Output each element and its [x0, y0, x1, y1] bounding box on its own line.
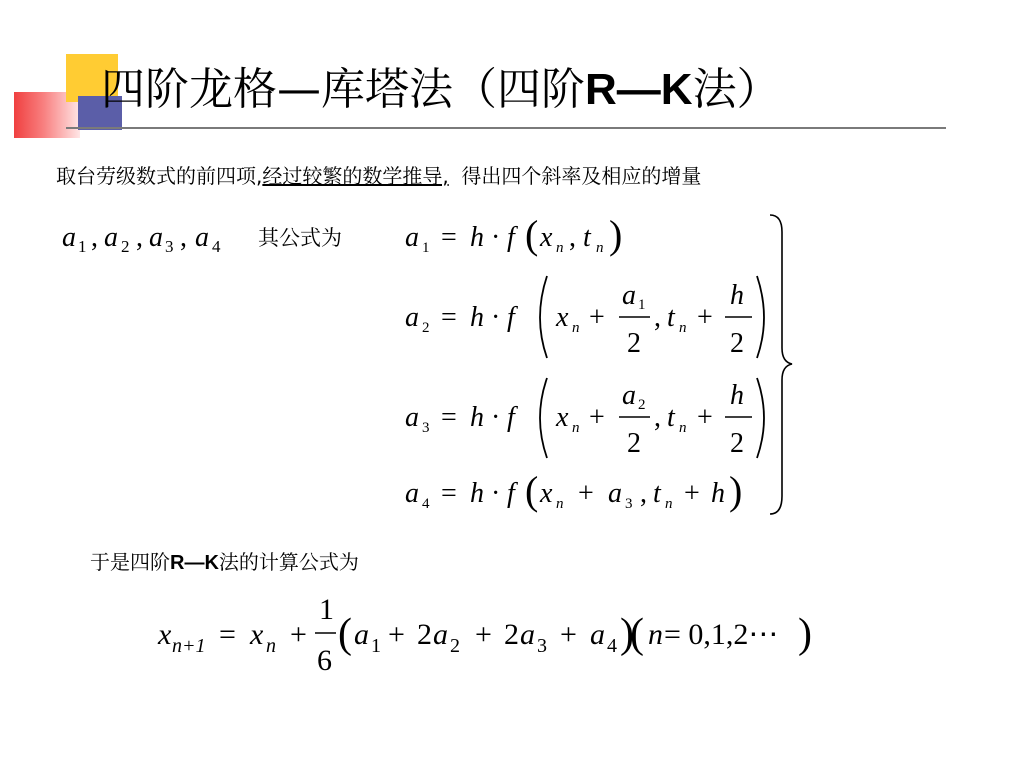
svg-text:n: n [556, 496, 564, 512]
svg-text:a: a [405, 402, 419, 433]
svg-text:a: a [354, 618, 369, 651]
svg-text:=: = [441, 478, 457, 509]
svg-text:h: h [730, 380, 744, 411]
svg-text:f: f [507, 478, 515, 509]
svg-text:3: 3 [422, 420, 430, 436]
svg-text:a: a [433, 618, 448, 651]
formula-a2 [405, 276, 764, 359]
svg-text:a: a [520, 618, 535, 651]
svg-text:,: , [569, 222, 576, 253]
svg-text:1: 1 [422, 240, 430, 256]
svg-text:x: x [250, 618, 264, 651]
svg-text:n+1: n+1 [172, 635, 206, 657]
svg-text:x: x [540, 478, 553, 509]
svg-text:+: + [560, 618, 577, 651]
svg-text:=: = [441, 302, 457, 333]
svg-text:a: a [62, 222, 76, 253]
svg-text:x: x [556, 402, 569, 433]
svg-text:t: t [653, 478, 661, 509]
svg-text:h: h [470, 478, 484, 509]
svg-text:3: 3 [537, 635, 547, 657]
right-brace [770, 215, 792, 514]
svg-text:3: 3 [625, 496, 633, 512]
svg-text:h: h [470, 222, 484, 253]
svg-text:n: n [572, 420, 580, 436]
svg-text:a: a [608, 478, 622, 509]
svg-text:x: x [540, 222, 553, 253]
svg-text:1: 1 [319, 593, 334, 626]
svg-text:,: , [640, 478, 647, 509]
svg-text:a: a [405, 478, 419, 509]
formula-label: 其公式为 [258, 226, 342, 250]
svg-text:,: , [136, 222, 143, 253]
svg-text:a: a [622, 380, 636, 411]
svg-text:a: a [405, 302, 419, 333]
svg-text:2: 2 [730, 328, 744, 359]
svg-text:1: 1 [371, 635, 381, 657]
svg-text:=: = [219, 618, 236, 651]
svg-text:x: x [556, 302, 569, 333]
svg-text:+: + [697, 302, 713, 333]
formula-a4 [405, 468, 742, 513]
svg-text:,: , [654, 302, 661, 333]
svg-text:+: + [475, 618, 492, 651]
formula-a3 [405, 378, 764, 459]
svg-text:2: 2 [638, 397, 646, 413]
svg-text:): ) [729, 468, 743, 513]
svg-text:n: n [665, 496, 673, 512]
svg-text:·: · [491, 302, 501, 333]
svg-text:+: + [290, 618, 307, 651]
intro-text: 取台劳级数式的前四项,经过较繁的数学推导, 得出四个斜率及相应的增量 [56, 164, 702, 188]
svg-text:x: x [158, 618, 172, 651]
svg-text:2: 2 [450, 635, 460, 657]
svg-text:f: f [507, 302, 515, 333]
rk-formula-intro: 于是四阶R—K法的计算公式为 [90, 550, 359, 574]
svg-text:n: n [648, 618, 663, 651]
svg-text:,: , [91, 222, 98, 253]
svg-text:t: t [667, 402, 675, 433]
svg-text:a: a [149, 222, 163, 253]
svg-text:h: h [470, 402, 484, 433]
svg-text:(: ( [525, 468, 539, 513]
svg-text:h: h [711, 478, 725, 509]
svg-text:4: 4 [607, 635, 617, 657]
svg-text:(: ( [338, 611, 352, 657]
svg-text:a: a [622, 280, 636, 311]
svg-text:=: = [441, 402, 457, 433]
svg-text:·: · [491, 478, 501, 509]
svg-text:4: 4 [422, 496, 430, 512]
svg-text:a: a [195, 222, 209, 253]
svg-text:,: , [180, 222, 187, 253]
svg-text:2: 2 [417, 618, 432, 651]
svg-text:2: 2 [627, 428, 641, 459]
svg-text:): ) [620, 611, 634, 657]
svg-text:): ) [798, 611, 812, 657]
final-range: = 0,1,2⋯ [664, 618, 779, 651]
svg-text:2: 2 [627, 328, 641, 359]
svg-text:t: t [667, 302, 675, 333]
svg-text:3: 3 [165, 237, 174, 256]
svg-text:·: · [491, 402, 501, 433]
svg-text:4: 4 [212, 237, 221, 256]
svg-text:n: n [572, 320, 580, 336]
formula-a1 [405, 212, 622, 257]
svg-text:f: f [507, 222, 515, 253]
svg-text:+: + [684, 478, 700, 509]
svg-text:n: n [596, 240, 604, 256]
svg-text:): ) [609, 212, 623, 257]
svg-text:+: + [589, 402, 605, 433]
svg-text:·: · [491, 222, 501, 253]
svg-text:+: + [697, 402, 713, 433]
svg-text:n: n [266, 635, 276, 657]
svg-text:h: h [730, 280, 744, 311]
svg-text:(: ( [525, 212, 539, 257]
svg-text:n: n [679, 420, 687, 436]
slope-list [62, 222, 221, 256]
svg-text:1: 1 [638, 297, 646, 313]
svg-text:a: a [590, 618, 605, 651]
svg-text:f: f [507, 402, 515, 433]
svg-text:1: 1 [78, 237, 87, 256]
svg-text:(: ( [630, 611, 644, 657]
svg-text:2: 2 [730, 428, 744, 459]
slide-title: 四阶龙格—库塔法（四阶R—K法） [101, 64, 781, 115]
svg-text:2: 2 [121, 237, 130, 256]
svg-text:n: n [679, 320, 687, 336]
rk4-final-formula [157, 593, 812, 677]
svg-text:+: + [578, 478, 594, 509]
svg-text:t: t [583, 222, 591, 253]
svg-text:6: 6 [317, 644, 332, 677]
svg-text:a: a [405, 222, 419, 253]
svg-text:+: + [589, 302, 605, 333]
svg-text:=: = [441, 222, 457, 253]
svg-text:+: + [388, 618, 405, 651]
svg-text:,: , [654, 402, 661, 433]
svg-text:h: h [470, 302, 484, 333]
svg-text:2: 2 [422, 320, 430, 336]
svg-text:n: n [556, 240, 564, 256]
svg-text:a: a [104, 222, 118, 253]
svg-text:2: 2 [504, 618, 519, 651]
